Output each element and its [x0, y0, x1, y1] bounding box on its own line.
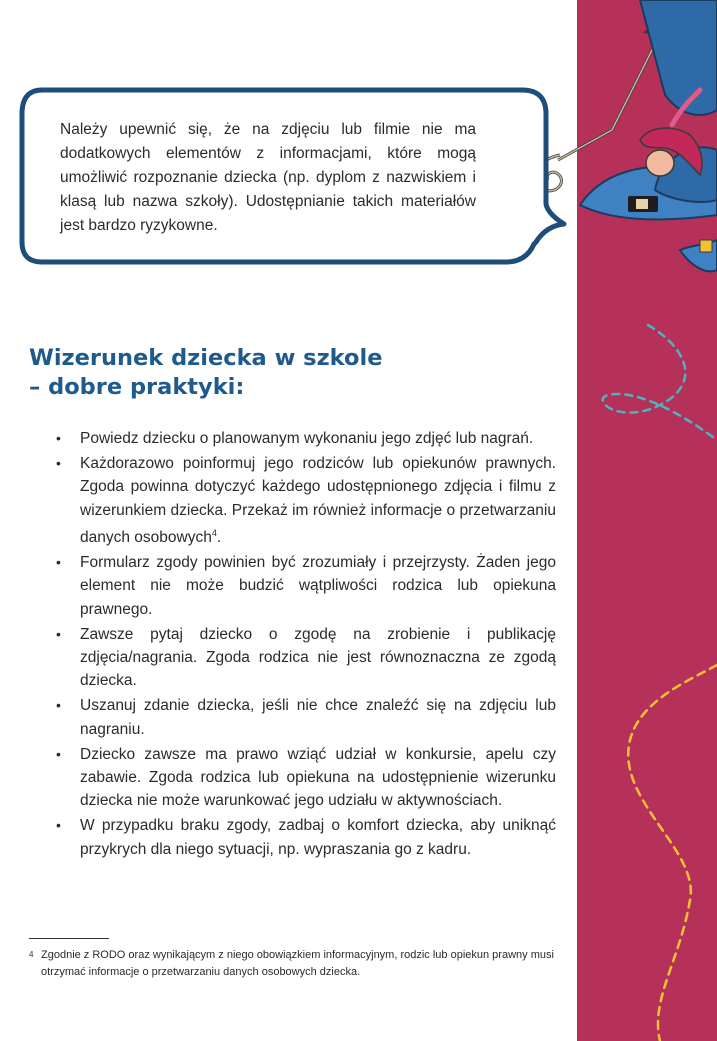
bullet: • [56, 817, 61, 834]
list-item-text: Powiedz dziecku o planowanym wykonaniu jego zdjęć lub nagrań. [80, 430, 534, 447]
section-heading [29, 344, 549, 402]
good-practices-list [56, 427, 556, 863]
list-item [56, 427, 556, 450]
footnote [29, 947, 559, 980]
section-heading-line-1: Wizerunek dziecka w szkole [29, 345, 383, 371]
footnote-divider [29, 938, 109, 939]
bullet: • [56, 697, 61, 714]
bullet: • [56, 430, 61, 446]
footnote-number: 4 [29, 950, 34, 959]
list-item-text: Formularz zgody powinien być zrozumiały i przejrzysty. Żaden jego element nie może budzić wątpliwości rodzica lub opiekuna prawnego. [80, 554, 556, 618]
section-heading-line-2: – dobre praktyki: [29, 374, 245, 400]
list-item-text: Dziecko zawsze ma prawo wziąć udział w konkursie, apelu czy zabawie. Zgoda rodzica lub opiekuna na udostępnienie wizerunku dziecka nie może warunkować jego udziału w aktywnościach. [80, 745, 556, 810]
list-item-text: Uszanuj zdanie dziecka, jeśli nie chce znaleźć się na zdjęciu lub nagraniu. [80, 697, 556, 738]
bullet: • [56, 455, 61, 472]
decorative-sidebar [577, 0, 717, 1041]
list-item [56, 694, 556, 740]
list-item-text: W przypadku braku zgody, zadbaj o komfort dziecka, aby uniknąć przykrych dla niego sytuacji, np. wypraszania go z kadru. [80, 817, 556, 858]
footnote-text: Zgodnie z RODO oraz wynikającym z niego obowiązkiem informacyjnym, rodzic lub opiekun prawny musi otrzymać informacje o przetwarzaniu danych osobowych dziecka. [41, 949, 554, 978]
list-item [56, 814, 556, 860]
bullet: • [56, 745, 61, 762]
sentence-end: . [216, 528, 222, 546]
footnote-reference[interactable]: 4 [211, 527, 217, 538]
list-item [56, 452, 556, 549]
list-item [56, 743, 556, 813]
list-item-text: Każdorazowo poinformuj jego rodziców lub opiekunów prawnych. Zgoda powinna dotyczyć każdego udostępnionego zdjęcia i filmu z wizerunkiem dziecka. Przekaż im również informacje o przetwarzaniu danych osobowych [80, 455, 556, 546]
bullet: • [56, 554, 61, 571]
bullet: • [56, 625, 61, 642]
callout-text: Należy upewnić się, że na zdjęciu lub filmie nie ma dodatkowych elementów z informacjami, które mogą umożliwić rozpoznanie dziecka (np. dyplom z nazwiskiem i klasą lub nazwa szkoły). Udostępnianie takich materiałów jest bardzo ryzykowne. [60, 121, 476, 234]
list-item [56, 623, 556, 693]
list-item [56, 551, 556, 621]
list-item-text: Zawsze pytaj dziecko o zgodę na zrobienie i publikację zdjęcia/nagrania. Zgoda rodzica nie jest równoznaczna ze zgodą dziecka. [80, 625, 556, 690]
